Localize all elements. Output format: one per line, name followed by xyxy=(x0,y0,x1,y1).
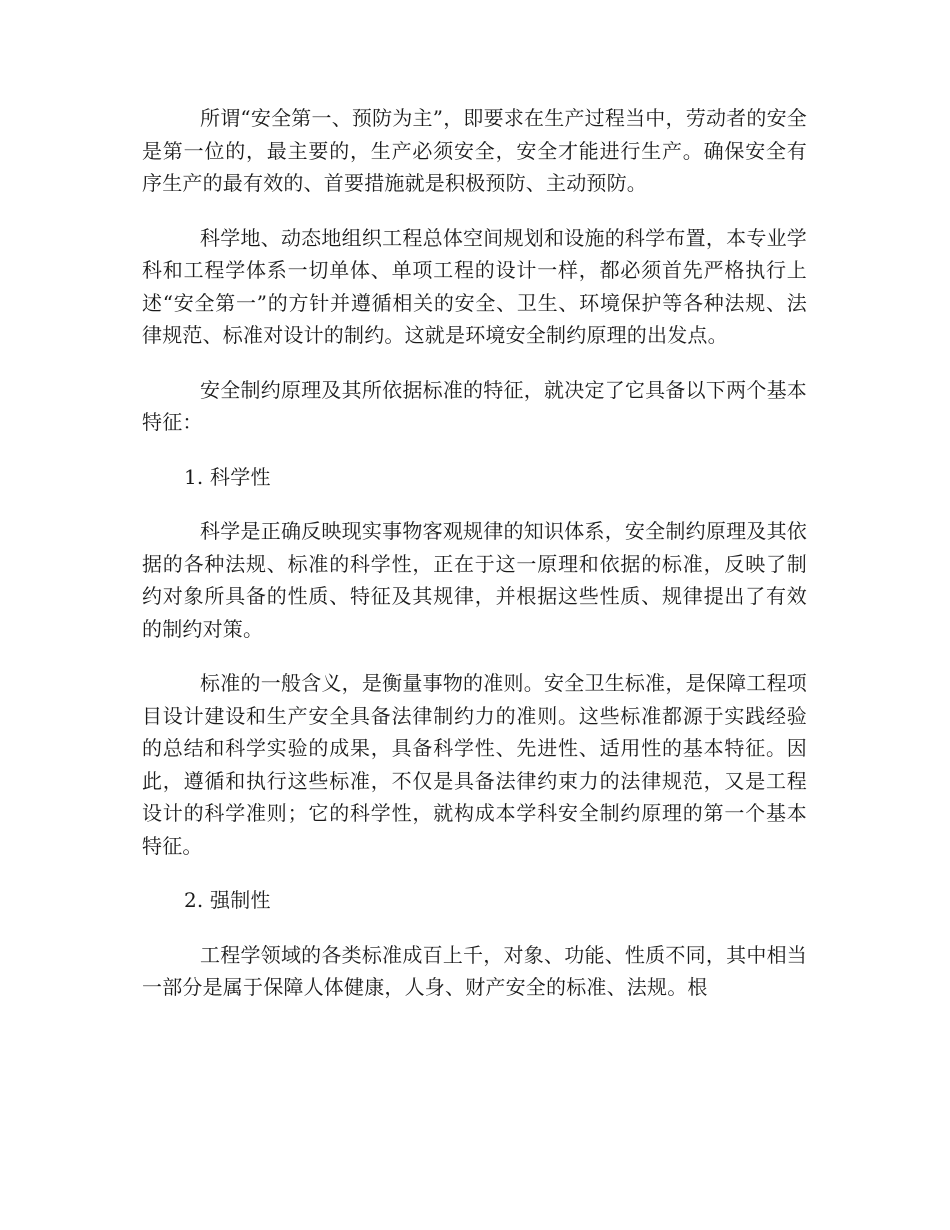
paragraph-two-features-intro: 安全制约原理及其所依据标准的特征，就决定了它具备以下两个基本特征： xyxy=(142,377,807,434)
heading-scientific: 1. 科学性 xyxy=(184,464,271,489)
paragraph-spatial-planning: 科学地、动态地组织工程总体空间规划和设施的科学布置，本专业学科和工程学体系一切单体、单项工程的设计一样，都必须首先严格执行上述“安全第一”的方针并遵循相关的安全、卫生、环境保护等各种法规、法律规范、标准对设计的制约。这就是环境安全制约原理的出发点。 xyxy=(142,225,807,347)
paragraph-standard-meaning: 标准的一般含义，是衡量事物的准则。安全卫生标准，是保障工程项目设计建设和生产安全具备法律制约力的准则。这些标准都源于实践经验的总结和科学实验的成果，具备科学性、先进性、适用性的基本特征。因此，遵循和执行这些标准，不仅是具备法律约束力的法律规范，又是工程设计的科学准则；它的科学性，就构成本学科安全制约原理的第一个基本特征。 xyxy=(142,671,807,858)
paragraph-science-definition: 科学是正确反映现实事物客观规律的知识体系，安全制约原理及其依据的各种法规、标准的科学性，正在于这一原理和依据的标准，反映了制约对象所具备的性质、特征及其规律，并根据这些性质、规律提出了有效的制约对策。 xyxy=(142,519,807,641)
paragraph-engineering-standards: 工程学领域的各类标准成百上千，对象、功能、性质不同，其中相当一部分是属于保障人体健康，人身、财产安全的标准、法规。根 xyxy=(142,942,807,999)
document-body xyxy=(142,102,807,1026)
heading-mandatory: 2. 强制性 xyxy=(184,888,271,912)
paragraph-safety-first: 所谓“安全第一、预防为主”，即要求在生产过程当中，劳动者的安全是第一位的，最主要的，生产必须安全，安全才能进行生产。确保安全有序生产的最有效的、首要措施就是积极预防、主动预防。 xyxy=(142,106,807,195)
